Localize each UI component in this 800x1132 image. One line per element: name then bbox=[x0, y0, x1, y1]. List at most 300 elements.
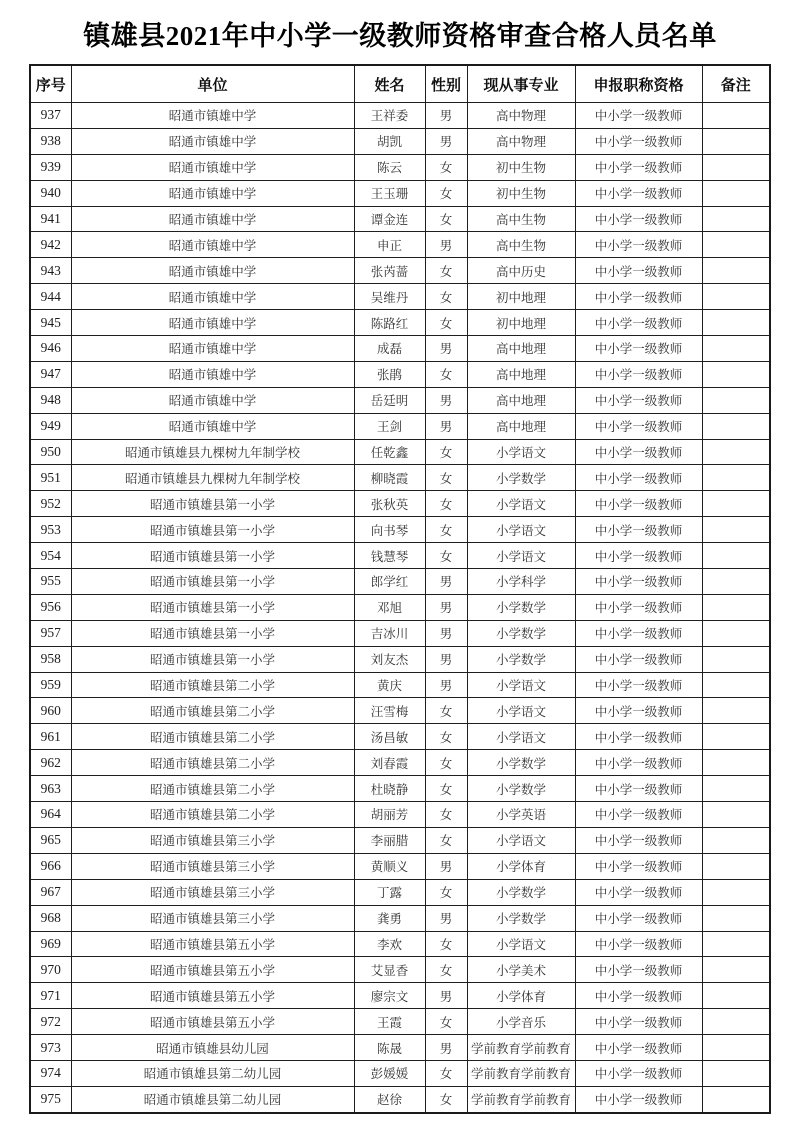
cell-no: 959 bbox=[30, 672, 71, 698]
table-row bbox=[30, 620, 770, 646]
cell-subject: 高中地理 bbox=[467, 361, 575, 387]
cell-subject: 小学数学 bbox=[467, 620, 575, 646]
cell-title: 中小学一级教师 bbox=[575, 361, 702, 387]
cell-subject: 学前教育学前教育 bbox=[467, 1035, 575, 1061]
cell-unit: 昭通市镇雄中学 bbox=[71, 258, 354, 284]
cell-name: 丁露 bbox=[354, 879, 425, 905]
cell-remark bbox=[702, 336, 770, 362]
cell-name: 岳廷明 bbox=[354, 387, 425, 413]
cell-title: 中小学一级教师 bbox=[575, 569, 702, 595]
cell-gender: 女 bbox=[425, 1086, 467, 1112]
table-row bbox=[30, 750, 770, 776]
cell-no: 973 bbox=[30, 1035, 71, 1061]
table-row bbox=[30, 879, 770, 905]
cell-gender: 男 bbox=[425, 103, 467, 129]
cell-subject: 初中生物 bbox=[467, 154, 575, 180]
header-no: 序号 bbox=[30, 65, 71, 103]
table-row bbox=[30, 361, 770, 387]
cell-title: 中小学一级教师 bbox=[575, 594, 702, 620]
cell-unit: 昭通市镇雄县第二小学 bbox=[71, 750, 354, 776]
cell-no: 968 bbox=[30, 905, 71, 931]
cell-title: 中小学一级教师 bbox=[575, 802, 702, 828]
cell-title: 中小学一级教师 bbox=[575, 543, 702, 569]
cell-gender: 女 bbox=[425, 957, 467, 983]
cell-subject: 小学语文 bbox=[467, 672, 575, 698]
header-remark: 备注 bbox=[702, 65, 770, 103]
table-row bbox=[30, 698, 770, 724]
header-row bbox=[30, 65, 770, 103]
cell-title: 中小学一级教师 bbox=[575, 853, 702, 879]
cell-unit: 昭通市镇雄县第一小学 bbox=[71, 569, 354, 595]
cell-title: 中小学一级教师 bbox=[575, 517, 702, 543]
cell-subject: 小学语文 bbox=[467, 827, 575, 853]
cell-subject: 小学美术 bbox=[467, 957, 575, 983]
cell-subject: 小学数学 bbox=[467, 905, 575, 931]
cell-title: 中小学一级教师 bbox=[575, 983, 702, 1009]
cell-subject: 高中物理 bbox=[467, 103, 575, 129]
cell-no: 970 bbox=[30, 957, 71, 983]
cell-name: 陈云 bbox=[354, 154, 425, 180]
cell-gender: 女 bbox=[425, 517, 467, 543]
cell-name: 柳晓霞 bbox=[354, 465, 425, 491]
cell-subject: 小学语文 bbox=[467, 517, 575, 543]
table-row bbox=[30, 180, 770, 206]
table-row bbox=[30, 827, 770, 853]
table-row bbox=[30, 439, 770, 465]
cell-remark bbox=[702, 698, 770, 724]
table-row bbox=[30, 957, 770, 983]
cell-name: 李欢 bbox=[354, 931, 425, 957]
cell-gender: 女 bbox=[425, 724, 467, 750]
table-row bbox=[30, 517, 770, 543]
cell-subject: 小学语文 bbox=[467, 543, 575, 569]
cell-remark bbox=[702, 258, 770, 284]
cell-no: 942 bbox=[30, 232, 71, 258]
cell-unit: 昭通市镇雄县九棵树九年制学校 bbox=[71, 439, 354, 465]
cell-unit: 昭通市镇雄县第五小学 bbox=[71, 1009, 354, 1035]
cell-name: 吉冰川 bbox=[354, 620, 425, 646]
cell-title: 中小学一级教师 bbox=[575, 387, 702, 413]
cell-name: 成磊 bbox=[354, 336, 425, 362]
cell-unit: 昭通市镇雄县九棵树九年制学校 bbox=[71, 465, 354, 491]
cell-subject: 小学语文 bbox=[467, 698, 575, 724]
cell-name: 廖宗文 bbox=[354, 983, 425, 1009]
table-row bbox=[30, 491, 770, 517]
cell-no: 966 bbox=[30, 853, 71, 879]
table-row bbox=[30, 310, 770, 336]
cell-name: 艾显香 bbox=[354, 957, 425, 983]
cell-name: 王霞 bbox=[354, 1009, 425, 1035]
cell-no: 951 bbox=[30, 465, 71, 491]
cell-name: 胡凯 bbox=[354, 128, 425, 154]
cell-title: 中小学一级教师 bbox=[575, 336, 702, 362]
cell-gender: 男 bbox=[425, 387, 467, 413]
cell-subject: 初中生物 bbox=[467, 180, 575, 206]
cell-unit: 昭通市镇雄县第一小学 bbox=[71, 594, 354, 620]
table-row bbox=[30, 543, 770, 569]
cell-remark bbox=[702, 180, 770, 206]
cell-subject: 学前教育学前教育 bbox=[467, 1086, 575, 1112]
roster-table bbox=[29, 64, 771, 1114]
cell-unit: 昭通市镇雄县第二小学 bbox=[71, 802, 354, 828]
cell-name: 黄庆 bbox=[354, 672, 425, 698]
cell-title: 中小学一级教师 bbox=[575, 827, 702, 853]
cell-unit: 昭通市镇雄中学 bbox=[71, 387, 354, 413]
cell-no: 947 bbox=[30, 361, 71, 387]
cell-unit: 昭通市镇雄县第五小学 bbox=[71, 931, 354, 957]
cell-name: 吴维丹 bbox=[354, 284, 425, 310]
cell-title: 中小学一级教师 bbox=[575, 646, 702, 672]
cell-unit: 昭通市镇雄县第一小学 bbox=[71, 543, 354, 569]
cell-no: 975 bbox=[30, 1086, 71, 1112]
cell-no: 944 bbox=[30, 284, 71, 310]
cell-title: 中小学一级教师 bbox=[575, 154, 702, 180]
cell-gender: 男 bbox=[425, 853, 467, 879]
cell-remark bbox=[702, 232, 770, 258]
cell-gender: 男 bbox=[425, 983, 467, 1009]
cell-unit: 昭通市镇雄县第三小学 bbox=[71, 827, 354, 853]
cell-remark bbox=[702, 387, 770, 413]
cell-title: 中小学一级教师 bbox=[575, 439, 702, 465]
cell-no: 954 bbox=[30, 543, 71, 569]
cell-name: 赵徐 bbox=[354, 1086, 425, 1112]
cell-unit: 昭通市镇雄县第五小学 bbox=[71, 957, 354, 983]
cell-no: 955 bbox=[30, 569, 71, 595]
cell-gender: 女 bbox=[425, 776, 467, 802]
cell-unit: 昭通市镇雄县幼儿园 bbox=[71, 1035, 354, 1061]
cell-remark bbox=[702, 310, 770, 336]
cell-name: 邓旭 bbox=[354, 594, 425, 620]
cell-no: 949 bbox=[30, 413, 71, 439]
cell-no: 946 bbox=[30, 336, 71, 362]
cell-name: 任乾鑫 bbox=[354, 439, 425, 465]
cell-subject: 高中物理 bbox=[467, 128, 575, 154]
cell-gender: 女 bbox=[425, 698, 467, 724]
cell-remark bbox=[702, 154, 770, 180]
cell-subject: 小学数学 bbox=[467, 879, 575, 905]
header-name: 姓名 bbox=[354, 65, 425, 103]
cell-subject: 小学语文 bbox=[467, 439, 575, 465]
cell-name: 杜晓静 bbox=[354, 776, 425, 802]
cell-unit: 昭通市镇雄县第二幼儿园 bbox=[71, 1060, 354, 1086]
cell-name: 张芮蔷 bbox=[354, 258, 425, 284]
table-row bbox=[30, 206, 770, 232]
cell-title: 中小学一级教师 bbox=[575, 232, 702, 258]
table-row bbox=[30, 776, 770, 802]
cell-title: 中小学一级教师 bbox=[575, 750, 702, 776]
cell-no: 963 bbox=[30, 776, 71, 802]
table-row bbox=[30, 387, 770, 413]
cell-unit: 昭通市镇雄中学 bbox=[71, 103, 354, 129]
table-row bbox=[30, 983, 770, 1009]
cell-name: 刘友杰 bbox=[354, 646, 425, 672]
table-row bbox=[30, 1035, 770, 1061]
cell-remark bbox=[702, 569, 770, 595]
cell-title: 中小学一级教师 bbox=[575, 905, 702, 931]
cell-subject: 小学语文 bbox=[467, 724, 575, 750]
cell-unit: 昭通市镇雄县第三小学 bbox=[71, 853, 354, 879]
cell-no: 971 bbox=[30, 983, 71, 1009]
cell-title: 中小学一级教师 bbox=[575, 206, 702, 232]
table-row bbox=[30, 336, 770, 362]
cell-no: 972 bbox=[30, 1009, 71, 1035]
cell-title: 中小学一级教师 bbox=[575, 258, 702, 284]
cell-unit: 昭通市镇雄县第二小学 bbox=[71, 698, 354, 724]
cell-no: 965 bbox=[30, 827, 71, 853]
cell-name: 汤昌敏 bbox=[354, 724, 425, 750]
cell-name: 李丽腊 bbox=[354, 827, 425, 853]
cell-gender: 女 bbox=[425, 750, 467, 776]
cell-name: 申正 bbox=[354, 232, 425, 258]
cell-no: 937 bbox=[30, 103, 71, 129]
cell-name: 谭金连 bbox=[354, 206, 425, 232]
table-row bbox=[30, 465, 770, 491]
cell-subject: 小学英语 bbox=[467, 802, 575, 828]
cell-subject: 小学音乐 bbox=[467, 1009, 575, 1035]
cell-name: 张鹃 bbox=[354, 361, 425, 387]
cell-title: 中小学一级教师 bbox=[575, 491, 702, 517]
cell-subject: 学前教育学前教育 bbox=[467, 1060, 575, 1086]
cell-subject: 高中生物 bbox=[467, 232, 575, 258]
header-unit: 单位 bbox=[71, 65, 354, 103]
cell-gender: 女 bbox=[425, 284, 467, 310]
cell-subject: 小学体育 bbox=[467, 983, 575, 1009]
cell-gender: 男 bbox=[425, 128, 467, 154]
cell-subject: 高中地理 bbox=[467, 336, 575, 362]
cell-remark bbox=[702, 1060, 770, 1086]
cell-title: 中小学一级教师 bbox=[575, 1086, 702, 1112]
cell-unit: 昭通市镇雄县第二小学 bbox=[71, 672, 354, 698]
cell-unit: 昭通市镇雄中学 bbox=[71, 336, 354, 362]
cell-remark bbox=[702, 776, 770, 802]
cell-gender: 女 bbox=[425, 802, 467, 828]
cell-unit: 昭通市镇雄中学 bbox=[71, 310, 354, 336]
cell-title: 中小学一级教师 bbox=[575, 310, 702, 336]
cell-remark bbox=[702, 517, 770, 543]
cell-gender: 女 bbox=[425, 491, 467, 517]
cell-no: 961 bbox=[30, 724, 71, 750]
cell-unit: 昭通市镇雄县第三小学 bbox=[71, 905, 354, 931]
cell-name: 郎学红 bbox=[354, 569, 425, 595]
cell-gender: 女 bbox=[425, 931, 467, 957]
cell-subject: 小学数学 bbox=[467, 776, 575, 802]
cell-name: 陈晟 bbox=[354, 1035, 425, 1061]
cell-title: 中小学一级教师 bbox=[575, 620, 702, 646]
cell-remark bbox=[702, 802, 770, 828]
cell-gender: 男 bbox=[425, 569, 467, 595]
cell-unit: 昭通市镇雄县第一小学 bbox=[71, 517, 354, 543]
cell-unit: 昭通市镇雄县第二幼儿园 bbox=[71, 1086, 354, 1112]
cell-gender: 女 bbox=[425, 361, 467, 387]
cell-subject: 小学数学 bbox=[467, 750, 575, 776]
table-row bbox=[30, 853, 770, 879]
cell-remark bbox=[702, 1086, 770, 1112]
cell-name: 龚勇 bbox=[354, 905, 425, 931]
cell-title: 中小学一级教师 bbox=[575, 724, 702, 750]
cell-remark bbox=[702, 957, 770, 983]
cell-title: 中小学一级教师 bbox=[575, 128, 702, 154]
table-row bbox=[30, 1086, 770, 1112]
cell-subject: 小学体育 bbox=[467, 853, 575, 879]
cell-title: 中小学一级教师 bbox=[575, 180, 702, 206]
cell-no: 960 bbox=[30, 698, 71, 724]
cell-gender: 女 bbox=[425, 1009, 467, 1035]
cell-name: 王玉珊 bbox=[354, 180, 425, 206]
cell-no: 964 bbox=[30, 802, 71, 828]
cell-no: 953 bbox=[30, 517, 71, 543]
cell-name: 张秋英 bbox=[354, 491, 425, 517]
cell-no: 938 bbox=[30, 128, 71, 154]
table-row bbox=[30, 1009, 770, 1035]
cell-unit: 昭通市镇雄中学 bbox=[71, 284, 354, 310]
cell-remark bbox=[702, 491, 770, 517]
table-row bbox=[30, 905, 770, 931]
cell-subject: 高中地理 bbox=[467, 413, 575, 439]
cell-name: 钱慧琴 bbox=[354, 543, 425, 569]
table-header bbox=[30, 65, 770, 103]
cell-gender: 男 bbox=[425, 905, 467, 931]
cell-gender: 女 bbox=[425, 310, 467, 336]
cell-gender: 女 bbox=[425, 543, 467, 569]
cell-title: 中小学一级教师 bbox=[575, 284, 702, 310]
cell-no: 956 bbox=[30, 594, 71, 620]
cell-name: 陈路红 bbox=[354, 310, 425, 336]
cell-gender: 男 bbox=[425, 232, 467, 258]
cell-name: 刘春霞 bbox=[354, 750, 425, 776]
cell-subject: 小学数学 bbox=[467, 594, 575, 620]
cell-no: 969 bbox=[30, 931, 71, 957]
cell-gender: 女 bbox=[425, 180, 467, 206]
cell-name: 向书琴 bbox=[354, 517, 425, 543]
table-row bbox=[30, 802, 770, 828]
cell-unit: 昭通市镇雄县第二小学 bbox=[71, 776, 354, 802]
table-body bbox=[30, 103, 770, 1113]
table-row bbox=[30, 413, 770, 439]
cell-remark bbox=[702, 543, 770, 569]
cell-remark bbox=[702, 905, 770, 931]
table-row bbox=[30, 569, 770, 595]
cell-unit: 昭通市镇雄中学 bbox=[71, 413, 354, 439]
table-row bbox=[30, 103, 770, 129]
cell-name: 汪雪梅 bbox=[354, 698, 425, 724]
cell-no: 957 bbox=[30, 620, 71, 646]
cell-subject: 小学科学 bbox=[467, 569, 575, 595]
header-title: 申报职称资格 bbox=[575, 65, 702, 103]
cell-unit: 昭通市镇雄中学 bbox=[71, 180, 354, 206]
cell-title: 中小学一级教师 bbox=[575, 672, 702, 698]
cell-name: 王剑 bbox=[354, 413, 425, 439]
cell-no: 940 bbox=[30, 180, 71, 206]
cell-no: 967 bbox=[30, 879, 71, 905]
cell-gender: 男 bbox=[425, 672, 467, 698]
header-subject: 现从事专业 bbox=[467, 65, 575, 103]
cell-no: 952 bbox=[30, 491, 71, 517]
cell-unit: 昭通市镇雄中学 bbox=[71, 206, 354, 232]
table-row bbox=[30, 258, 770, 284]
cell-remark bbox=[702, 646, 770, 672]
cell-remark bbox=[702, 879, 770, 905]
cell-gender: 女 bbox=[425, 258, 467, 284]
cell-name: 彭媛媛 bbox=[354, 1060, 425, 1086]
cell-name: 胡丽芳 bbox=[354, 802, 425, 828]
table-row bbox=[30, 154, 770, 180]
cell-remark bbox=[702, 465, 770, 491]
table-row bbox=[30, 1060, 770, 1086]
cell-unit: 昭通市镇雄县第二小学 bbox=[71, 724, 354, 750]
cell-title: 中小学一级教师 bbox=[575, 1060, 702, 1086]
cell-title: 中小学一级教师 bbox=[575, 413, 702, 439]
cell-remark bbox=[702, 1009, 770, 1035]
cell-subject: 小学语文 bbox=[467, 491, 575, 517]
cell-unit: 昭通市镇雄中学 bbox=[71, 232, 354, 258]
cell-gender: 男 bbox=[425, 1035, 467, 1061]
cell-remark bbox=[702, 750, 770, 776]
cell-no: 945 bbox=[30, 310, 71, 336]
cell-unit: 昭通市镇雄县第三小学 bbox=[71, 879, 354, 905]
cell-remark bbox=[702, 413, 770, 439]
cell-title: 中小学一级教师 bbox=[575, 776, 702, 802]
table-row bbox=[30, 594, 770, 620]
cell-title: 中小学一级教师 bbox=[575, 698, 702, 724]
cell-gender: 女 bbox=[425, 439, 467, 465]
cell-unit: 昭通市镇雄中学 bbox=[71, 128, 354, 154]
cell-no: 974 bbox=[30, 1060, 71, 1086]
table-row bbox=[30, 931, 770, 957]
header-gender: 性别 bbox=[425, 65, 467, 103]
cell-remark bbox=[702, 128, 770, 154]
cell-unit: 昭通市镇雄县第一小学 bbox=[71, 646, 354, 672]
cell-gender: 男 bbox=[425, 336, 467, 362]
cell-remark bbox=[702, 284, 770, 310]
cell-unit: 昭通市镇雄县第五小学 bbox=[71, 983, 354, 1009]
table-row bbox=[30, 646, 770, 672]
cell-gender: 女 bbox=[425, 827, 467, 853]
cell-remark bbox=[702, 827, 770, 853]
cell-gender: 女 bbox=[425, 154, 467, 180]
cell-no: 958 bbox=[30, 646, 71, 672]
cell-name: 黄顺义 bbox=[354, 853, 425, 879]
cell-subject: 小学数学 bbox=[467, 465, 575, 491]
cell-no: 943 bbox=[30, 258, 71, 284]
table-row bbox=[30, 232, 770, 258]
cell-title: 中小学一级教师 bbox=[575, 1009, 702, 1035]
table-row bbox=[30, 284, 770, 310]
cell-remark bbox=[702, 103, 770, 129]
cell-title: 中小学一级教师 bbox=[575, 957, 702, 983]
cell-subject: 高中地理 bbox=[467, 387, 575, 413]
cell-subject: 高中历史 bbox=[467, 258, 575, 284]
cell-subject: 初中地理 bbox=[467, 310, 575, 336]
cell-remark bbox=[702, 672, 770, 698]
cell-unit: 昭通市镇雄中学 bbox=[71, 154, 354, 180]
cell-title: 中小学一级教师 bbox=[575, 465, 702, 491]
cell-remark bbox=[702, 361, 770, 387]
cell-name: 王祥委 bbox=[354, 103, 425, 129]
cell-remark bbox=[702, 594, 770, 620]
cell-gender: 男 bbox=[425, 594, 467, 620]
cell-remark bbox=[702, 1035, 770, 1061]
table-row bbox=[30, 672, 770, 698]
cell-title: 中小学一级教师 bbox=[575, 1035, 702, 1061]
cell-no: 950 bbox=[30, 439, 71, 465]
cell-remark bbox=[702, 439, 770, 465]
cell-unit: 昭通市镇雄县第一小学 bbox=[71, 491, 354, 517]
cell-subject: 初中地理 bbox=[467, 284, 575, 310]
cell-subject: 小学语文 bbox=[467, 931, 575, 957]
cell-remark bbox=[702, 983, 770, 1009]
cell-unit: 昭通市镇雄中学 bbox=[71, 361, 354, 387]
table-row bbox=[30, 724, 770, 750]
